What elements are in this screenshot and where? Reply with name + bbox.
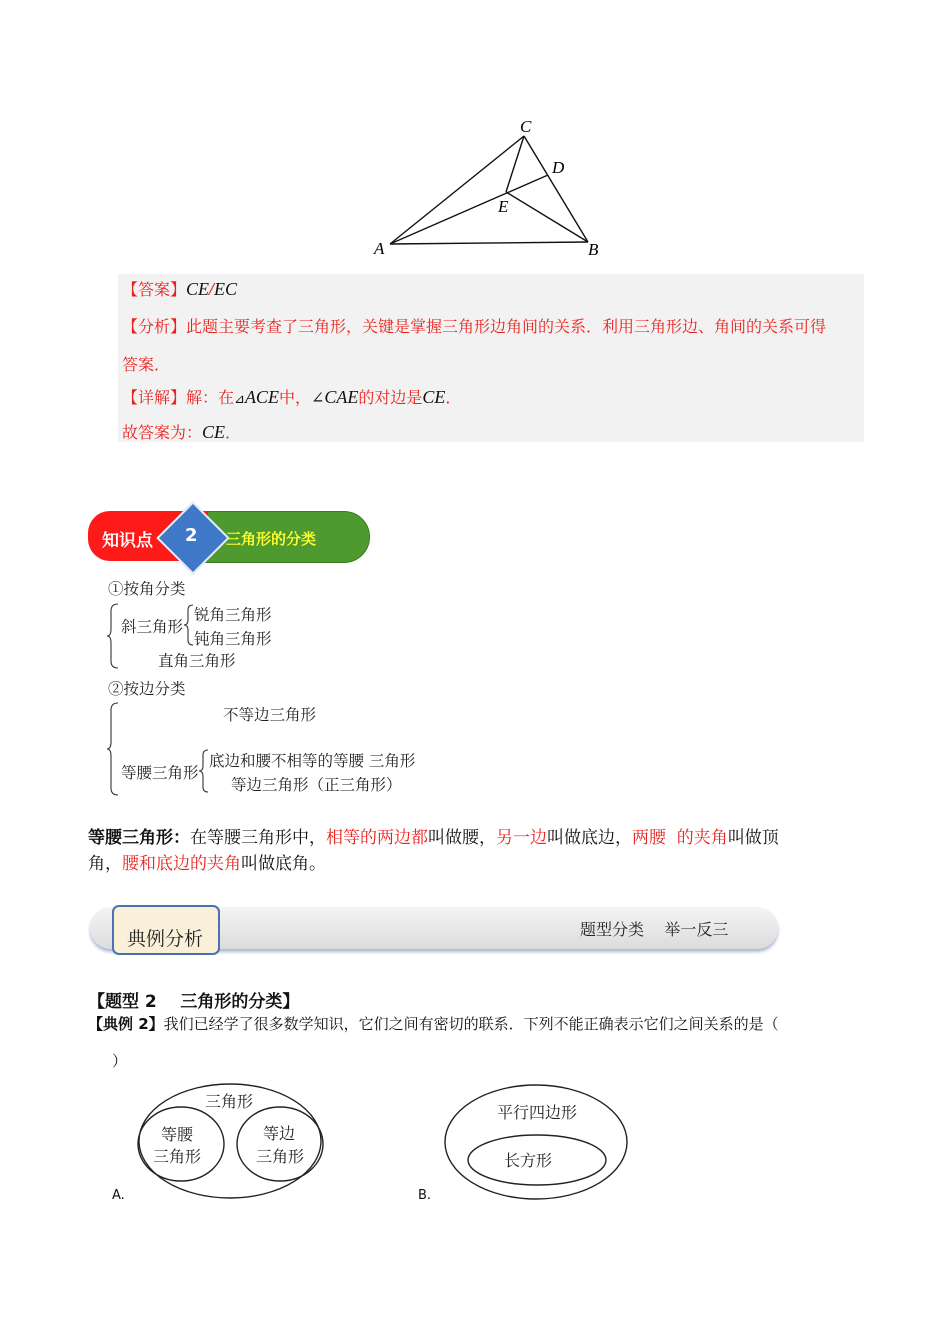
answer-box (118, 274, 864, 442)
triangle-figure (360, 110, 600, 270)
definition-red-3: 两腰 的夹角 (632, 828, 728, 848)
detail-tag: 【详解】 (122, 388, 187, 407)
conclusion-line (122, 420, 241, 443)
definition-red-1: 相等的两边都 (326, 828, 428, 848)
example-banner (90, 903, 778, 951)
point-e-label: E (498, 197, 509, 216)
badge-title: 三角形的分类 (226, 530, 317, 548)
definition-term: 等腰三角形： (88, 828, 190, 848)
isosceles-triangle: 等腰三角形 (121, 764, 199, 782)
venn-a-left-label-2: 三角形 (153, 1147, 202, 1166)
conclusion-value: CE (202, 422, 226, 442)
answer-separator: / (209, 279, 215, 299)
triangle-symbol: ⊿ (234, 392, 245, 407)
definition-text-2: 叫做腰， (428, 828, 496, 848)
inner-circle-isosceles (138, 1107, 224, 1181)
answer-line (122, 277, 237, 300)
venn-a-right-label-2: 三角形 (256, 1147, 305, 1166)
venn-a-right-label-1: 等边 (263, 1124, 296, 1143)
question-line (88, 1013, 779, 1034)
by-side-title: ②按边分类 (108, 680, 186, 698)
question-label: 【典例 2】 (88, 1015, 164, 1033)
option-a-label[interactable]: A. (112, 1188, 125, 1203)
detail-triangle-name: ACE (244, 387, 279, 407)
detail-end: ． (445, 388, 462, 407)
iso-unequal-triangle: 底边和腰不相等的等腰 三角形 (209, 752, 416, 770)
analysis-line (122, 314, 826, 337)
by-angle-title: ①按角分类 (108, 580, 186, 598)
definition-text-6: 叫做底角。 (241, 854, 326, 874)
option-b-diagram[interactable] (440, 1082, 636, 1202)
analysis-tag: 【分析】 (122, 317, 187, 336)
answer-value-1: CE (186, 279, 210, 299)
venn-a-left-label-1: 等腰 (161, 1125, 194, 1144)
right-triangle: 直角三角形 (158, 652, 236, 670)
detail-line (122, 385, 461, 408)
detail-side: CE (422, 387, 446, 407)
angle-symbol: ∠ (310, 388, 325, 407)
definition-text-4: 叫做顶 (727, 828, 779, 848)
knowledge-badge (88, 508, 370, 566)
definition-text-1: 在等腰三角形中， (190, 828, 326, 848)
brace-angle-outer (106, 603, 120, 669)
definition-red-4: 腰和底边的夹角 (122, 854, 241, 874)
detail-angle-name: CAE (324, 387, 359, 407)
analysis-text-2: 答案． (122, 355, 171, 374)
venn-b-inner-label: 长方形 (504, 1151, 553, 1170)
question-paren-close: ） (112, 1052, 128, 1070)
oblique-triangle: 斜三角形 (121, 618, 184, 636)
detail-suffix: 的对边是 (358, 388, 423, 407)
banner-right-text: 题型分类 举一反三 (580, 920, 729, 939)
answer-value-2: EC (214, 279, 238, 299)
point-d-label: D (552, 158, 565, 177)
question-type-heading: 【题型 2 三角形的分类】 (88, 992, 300, 1012)
analysis-line-2 (122, 352, 170, 375)
answer-tag: 【答案】 (122, 280, 187, 299)
definition-red-2: 另一边 (496, 828, 547, 848)
inner-circle-equilateral (237, 1107, 323, 1181)
equilateral-triangle: 等边三角形（正三角形） (231, 776, 402, 794)
definition-line-2 (88, 849, 326, 879)
analysis-text: 此题主要考查了三角形，关键是掌握三角形边角间的关系．利用三角形边、角间的关系可得 (186, 317, 827, 336)
badge-number: 2 (185, 525, 198, 546)
option-b-label[interactable]: B. (418, 1188, 432, 1203)
badge-tag: 知识点 (102, 531, 153, 551)
conclusion-prefix: 故答案为： (122, 423, 203, 442)
definition-text-3: 叫做底边， (547, 828, 632, 848)
acute-triangle: 锐角三角形 (194, 606, 272, 624)
banner-title: 典例分析 (127, 928, 204, 950)
detail-mid: 中， (278, 388, 311, 407)
venn-b-outer-label: 平行四边形 (497, 1103, 578, 1122)
point-c-label: C (520, 117, 532, 136)
conclusion-end: ． (225, 423, 242, 442)
option-a-diagram[interactable] (130, 1080, 330, 1200)
point-a-label: A (374, 239, 385, 258)
definition-text-5: 角， (88, 854, 122, 874)
question-text: 我们已经学了很多数学知识，它们之间有密切的联系．下列不能正确表示它们之间关系的是（ (163, 1015, 779, 1033)
obtuse-triangle: 钝角三角形 (194, 630, 272, 648)
detail-prefix: 解：在 (186, 388, 235, 407)
venn-a-outer-label: 三角形 (205, 1092, 254, 1111)
brace-side-outer (106, 702, 120, 796)
scalene-triangle: 不等边三角形 (223, 706, 317, 724)
point-b-label: B (588, 240, 599, 259)
